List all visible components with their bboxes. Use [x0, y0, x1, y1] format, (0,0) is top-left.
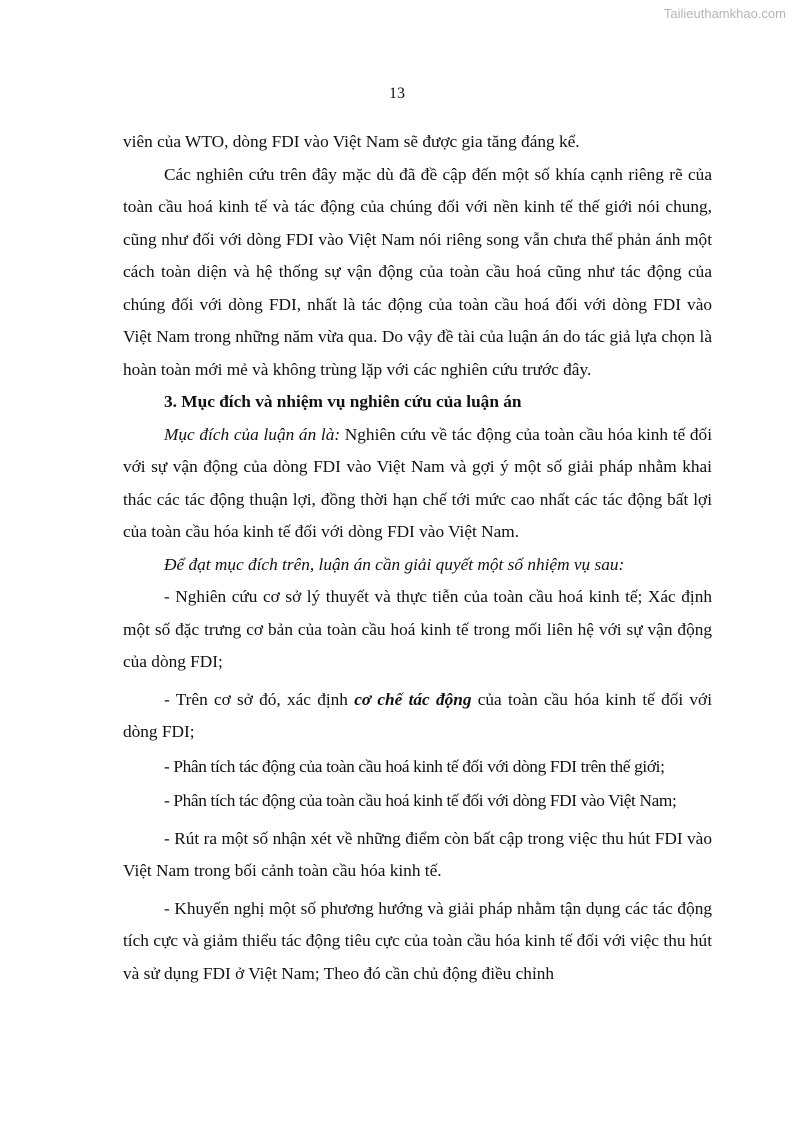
- task-2-prefix: - Trên cơ sở đó, xác định: [164, 689, 355, 709]
- list-item-task-5: - Rút ra một số nhận xét về những điểm còn bất cập trong việc thu hút FDI vào Việt Nam trong bối cảnh toàn cầu hóa kinh tế.: [123, 828, 712, 880]
- list-item-task-2: [123, 684, 712, 749]
- list-item-task-1: - Nghiên cứu cơ sở lý thuyết và thực tiễn của toàn cầu hoá kinh tế; Xác định một số đặc trưng cơ bản của toàn cầu hoá kinh tế trong mối liên hệ với sự vận động của dòng FDI;: [123, 587, 712, 671]
- tasks-intro-text: Để đạt mục đích trên, luận án cần giải quyết một số nhiệm vụ sau:: [164, 554, 625, 574]
- purpose-label: Mục đích của luận án là:: [164, 424, 341, 444]
- list-item-task-3: - Phân tích tác động của toàn cầu hoá kinh tế đối với dòng FDI trên thế giới;: [164, 756, 665, 776]
- watermark: Tailieuthamkhao.com: [663, 6, 786, 21]
- paragraph-prior-research: Các nghiên cứu trên đây mặc dù đã đề cập đến một số khía cạnh riêng rẽ của toàn cầu hoá kinh tế và tác động của chúng đối với nền kinh tế thế giới nói chung, cũng như đối với dòng FDI vào Việt Nam nói riêng song vẫn chưa thể phản ánh một cách toàn diện và hệ thống sự vận động của toàn cầu hoá cũng như tác động của chúng đối với dòng FDI, nhất là tác động của toàn cầu hoá đối với dòng FDI vào Việt Nam trong những năm vừa qua. Do vậy đề tài của luận án do tác giả lựa chọn là hoàn toàn mới mẻ và không trùng lặp với các nghiên cứu trước đây.: [123, 164, 712, 379]
- document-body: [123, 126, 712, 990]
- list-item-task-4: - Phân tích tác động của toàn cầu hoá kinh tế đối với dòng FDI vào Việt Nam;: [164, 791, 677, 810]
- task-2-suffix: của toàn cầu hóa kinh tế đối với dòng FDI;: [123, 689, 712, 741]
- paragraph-tasks-intro: [123, 549, 712, 582]
- task-2-emphasis: cơ chế tác động: [354, 689, 472, 709]
- paragraph-purpose: [123, 419, 712, 549]
- paragraph-continuation: viên của WTO, dòng FDI vào Việt Nam sẽ được gia tăng đáng kể.: [123, 132, 580, 151]
- section-heading: 3. Mục đích và nhiệm vụ nghiên cứu của luận án: [164, 392, 522, 411]
- list-item-task-6: - Khuyến nghị một số phương hướng và giải pháp nhằm tận dụng các tác động tích cực và giảm thiểu tác động tiêu cực của toàn cầu hóa kinh tế đối với việc thu hút và sử dụng FDI ở Việt Nam; Theo đó cần chủ động điều chỉnh: [123, 898, 712, 983]
- purpose-text: Nghiên cứu về tác động của toàn cầu hóa kinh tế đối với sự vận động của dòng FDI vào Việt Nam và gợi ý một số giải pháp nhằm khai thác các tác động thuận lợi, đồng thời hạn chế tới mức cao nhất các tác động bất lợi của toàn cầu hóa kinh tế đối với dòng FDI vào Việt Nam.: [123, 424, 712, 541]
- page-number: 13: [389, 85, 405, 102]
